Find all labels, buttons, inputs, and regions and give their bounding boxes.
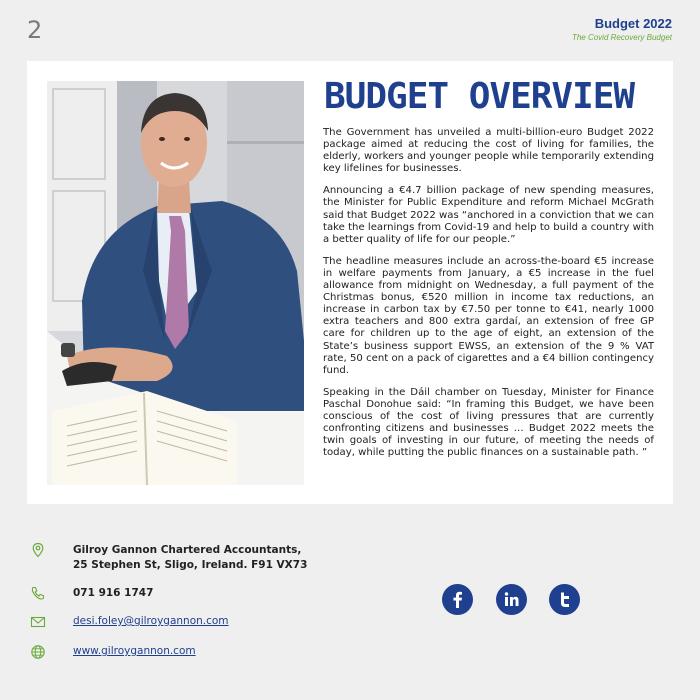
envelope-icon [30, 614, 46, 630]
facebook-icon [442, 584, 473, 615]
paragraph: Announcing a €4.7 billion package of new spending measures, the Minister for Public Expenditure and reform Michael McGrath said that Budget 2022 was “anchored in a conviction that we can take the learnings from Covid-19 and help to build a country with a better quality of life for our people.” [323, 185, 654, 245]
phone-icon [30, 585, 46, 601]
headline: BUDGET OVERVIEW [324, 76, 635, 117]
website-link[interactable]: www.gilroygannon.com [73, 645, 196, 657]
article-card [27, 61, 673, 504]
facebook-button[interactable] [442, 584, 473, 615]
brand-title: Budget 2022 [594, 16, 672, 31]
brand-subtitle: The Covid Recovery Budget [571, 33, 672, 42]
linkedin-button[interactable] [496, 584, 527, 615]
paragraph: The Government has unveiled a multi-billion-euro Budget 2022 package aimed at reducing the cost of living for families, the elderly, workers and younger people while temporarily extending key lifelines for businesses. [323, 127, 654, 175]
address-text [73, 543, 307, 573]
page-number: 2 [27, 16, 43, 44]
address-line1: Gilroy Gannon Chartered Accountants, [73, 544, 302, 556]
twitter-icon [549, 584, 580, 615]
brand-block [572, 16, 672, 42]
minister-photo [47, 81, 304, 485]
map-pin-icon [30, 542, 46, 558]
article-body [323, 127, 654, 469]
address-line2: 25 Stephen St, Sligo, Ireland. F91 VX73 [73, 559, 308, 571]
linkedin-icon [496, 584, 527, 615]
twitter-button[interactable] [549, 584, 580, 615]
globe-icon [30, 644, 46, 660]
paragraph: Speaking in the Dáil chamber on Tuesday, Minister for Finance Paschal Donohue said: “In framing this Budget, we have been conscious of the cost of living pressures that are currently confronting citizens and businesses … Budget 2022 meets the twin goals of investing in our future, of meeting the needs of today, while putting the public finances on a sustainable path. ” [323, 386, 654, 459]
paragraph: The headline measures include an across-the-board €5 increase in welfare payments from January, a €5 increase in the fuel allowance from midnight on Wednesday, a full payment of the Christmas bonus, €520 million in income tax reductions, an increase in carbon tax by €7.50 per tonne to €41, nearly 1000 extra teachers and 800 extra gardaí, an extension of free GP care for children up to the age of eight, an extension of the State’s business support EWSS, an extension of the 9 % VAT rate, 50 cent on a pack of cigarettes and a €4 billion contingency fund. [323, 255, 654, 376]
email-link[interactable]: desi.foley@gilroygannon.com [73, 615, 229, 627]
phone-number: 071 916 1747 [73, 587, 154, 599]
